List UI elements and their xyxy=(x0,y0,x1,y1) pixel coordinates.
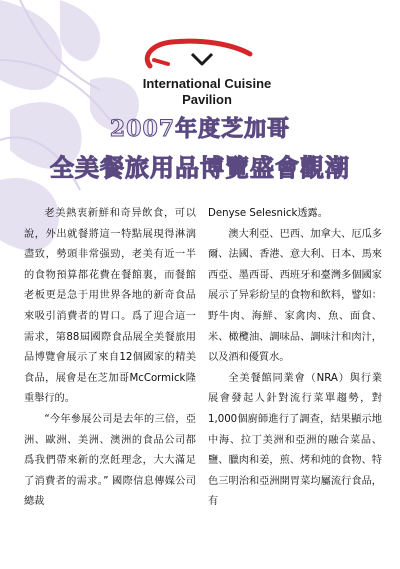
paragraph: Denyse Selesnick透露。 xyxy=(208,208,328,219)
logo-line-1: International Cuisine xyxy=(142,76,272,91)
pavilion-logo xyxy=(132,36,282,116)
logo-line-2: Pavilion xyxy=(182,92,232,107)
left-text-column xyxy=(24,204,196,513)
paragraph: 全美餐館同業會（NRA）與行業展會發起人針對流行菜單趨勢，對1,000個廚師進行了調查，結果顯示地中海、拉丁美洲和亞洲的融合菜品、鹽、臘肉和姜，煎、烤和炖的食物、特色三明治和亞洲開胃菜均屬流行食品，有 xyxy=(208,372,382,508)
page-title-line-2: 全美餐旅用品博覽盛會觀潮 xyxy=(50,153,350,182)
right-text-column xyxy=(208,204,382,513)
logo-swoosh-icon xyxy=(132,36,282,76)
page-title-line-1: 2007年度芝加哥 xyxy=(109,116,291,142)
paragraph: 老美熱衷新鮮和奇异飲食，可以說，外出就餐將這一特點展現得淋漓盡致，勢頭非常强勁，老美有近一半的食物預算都花費在餐館裏，而餐館老板更是急于用世界各地的新奇食品來吸引消費者的胃口。爲了迎合這一需求，第88屆國際食品展全美餐旅用品博覽會展示了來自12個國家的精美食品，展會是在芝加哥McCormick隆重舉行的。 xyxy=(24,208,196,405)
paragraph: “今年參展公司是去年的三倍，亞洲、歐洲、美洲、澳洲的食品公司都爲我們帶來新的烹飪理念，大大滿足了消費者的需求。” 國際信息傳媒公司總裁 xyxy=(24,413,196,508)
paragraph: 澳大利亞、巴西、加拿大、厄瓜多爾、法國、香港、意大利、日本、馬來西亞、墨西哥、西班牙和臺灣多個國家展示了异彩紛呈的食物和飲料，譬如：野牛肉、海鮮、家禽肉、魚、面食、米、橄欖油、調味品、調味汁和肉汁，以及酒和優質水。 xyxy=(208,228,382,364)
